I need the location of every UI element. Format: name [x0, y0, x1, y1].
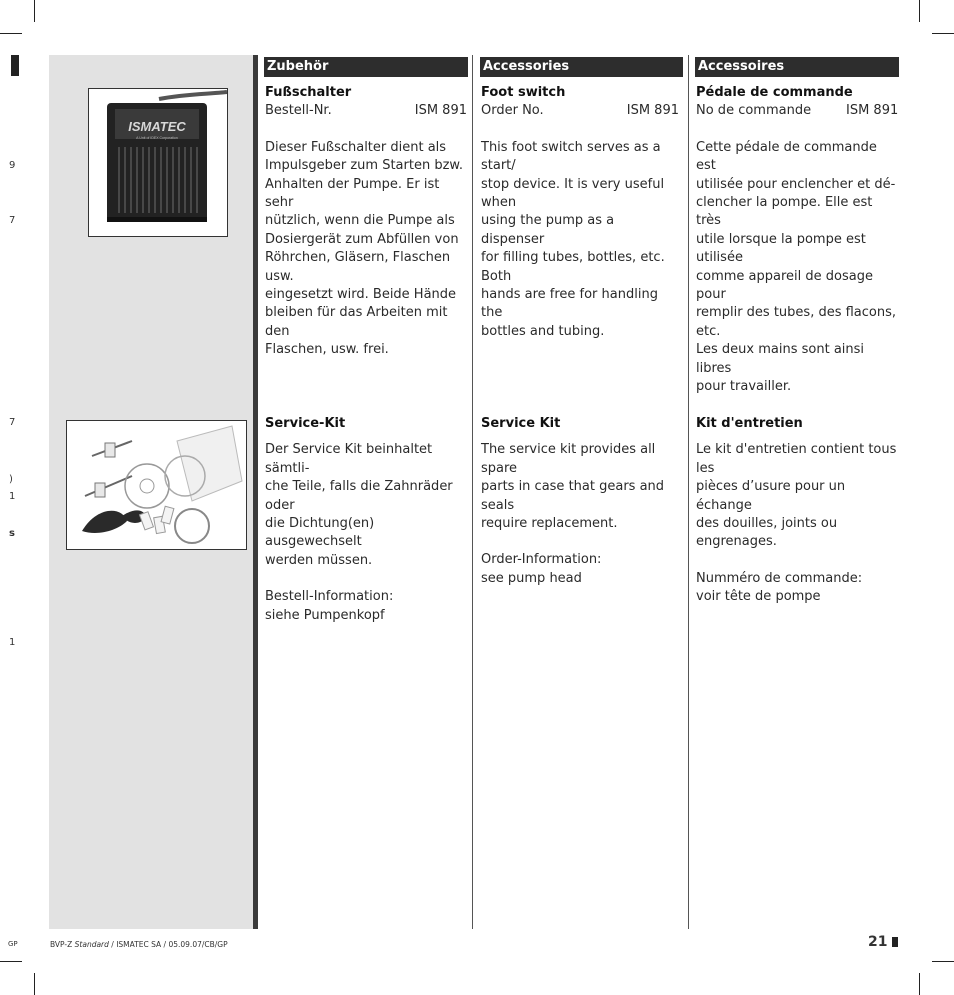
body-line: remplir des tubes, des flacons, etc.: [696, 305, 897, 339]
body-line: Flaschen, usw. frei.: [265, 342, 389, 358]
order-info-label: Numméro de commande:: [696, 570, 863, 586]
order-value: ISM 891: [414, 103, 467, 119]
body-line: che Teile, falls die Zahnräder oder: [265, 479, 453, 513]
body-line: Röhrchen, Gläsern, Flaschen usw.: [265, 250, 451, 284]
margin-char: ): [9, 474, 13, 485]
foot-switch-photo: [88, 88, 228, 237]
header-english: Accessories: [480, 57, 683, 77]
foot-switch-section-de: [265, 84, 467, 360]
footer-doc-suffix: / ISMATEC SA / 05.09.07/CB/GP: [111, 940, 228, 949]
header-french: Accessoires: [695, 57, 899, 77]
crop-mark: [919, 973, 920, 995]
footer-document-info: [50, 940, 228, 949]
body-line: This foot switch serves as a start/: [481, 139, 661, 174]
service-kit-photo: [66, 420, 247, 550]
order-info-value: siehe Pumpenkopf: [265, 607, 385, 623]
body-line: parts in case that gears and seals: [481, 479, 665, 513]
foot-switch-section-fr: [696, 84, 900, 397]
body-line: bottles and tubing.: [481, 323, 605, 339]
margin-char: s: [9, 528, 15, 539]
crop-mark: [932, 961, 954, 962]
body-line: The service kit provides all spare: [481, 442, 656, 476]
crop-mark: [0, 961, 22, 962]
section-title: Foot switch: [481, 85, 566, 100]
column-rule: [472, 55, 473, 929]
body-line: for filling tubes, bottles, etc. Both: [481, 250, 665, 284]
order-value: ISM 891: [626, 103, 679, 119]
body-line: pour travailler.: [696, 379, 792, 395]
panel-divider-bar: [253, 55, 258, 929]
section-title: Kit d'entretien: [696, 416, 803, 431]
margin-char: 1: [9, 637, 16, 648]
body-line: eingesetzt wird. Beide Hände: [265, 287, 457, 303]
body-line: utile lorsque la pompe est utilisée: [696, 231, 866, 266]
footer-left-mark: GP: [8, 940, 18, 948]
order-info-value: see pump head: [481, 570, 582, 586]
body-line: des douilles, joints ou engrenages.: [696, 516, 838, 550]
margin-char: 7: [9, 417, 16, 428]
crop-mark: [34, 0, 35, 22]
order-label: No de commande: [696, 103, 812, 119]
page-number: 21: [868, 934, 888, 950]
order-value: ISM 891: [846, 103, 899, 119]
body-line: using the pump as a dispenser: [481, 213, 615, 247]
body-line: clencher la pompe. Elle est très: [696, 195, 873, 229]
body-line: werden müssen.: [265, 552, 373, 568]
section-title: Service-Kit: [265, 416, 346, 431]
crop-mark: [0, 33, 22, 34]
foot-switch-section-en: [481, 84, 679, 341]
body-line: utilisée pour enclencher et dé-: [696, 176, 896, 192]
foot-switch-brand-text: ISMATEC: [128, 119, 186, 134]
body-line: comme appareil de dosage pour: [696, 268, 873, 303]
service-kit-section-fr: [696, 415, 900, 607]
body-line: nützlich, wenn die Pumpe als: [265, 213, 455, 229]
footer-doc-prefix: BVP-Z: [50, 940, 73, 949]
foot-switch-sub-text: A Unit of IDEX Corporation: [136, 136, 178, 140]
margin-char: 1: [9, 491, 16, 502]
body-line: Der Service Kit beinhaltet sämtli-: [265, 442, 433, 476]
body-line: Le kit d'entretien contient tous les: [696, 442, 897, 476]
crop-mark: [919, 0, 920, 22]
body-line: Dieser Fußschalter dient als: [265, 139, 447, 155]
service-kit-illustration: [67, 421, 246, 549]
order-number-row: [481, 102, 679, 120]
body-line: stop device. It is very useful when: [481, 176, 665, 211]
body-line: die Dichtung(en) ausgewechselt: [265, 516, 375, 550]
crop-mark: [34, 973, 35, 995]
body-line: bleiben für das Arbeiten mit den: [265, 305, 448, 339]
order-info-label: Bestell-Information:: [265, 589, 394, 605]
footer-doc-italic: Standard: [74, 940, 109, 949]
page-number-mark: [892, 937, 898, 947]
body-line: pièces d’usure pour un échange: [696, 479, 846, 513]
order-info-label: Order-Information:: [481, 552, 602, 568]
margin-char: 7: [9, 215, 16, 226]
order-label: Order No.: [481, 103, 544, 119]
body-line: Les deux mains sont ainsi libres: [696, 342, 865, 376]
section-title: Pédale de commande: [696, 85, 853, 100]
body-line: Anhalten der Pumpe. Er ist sehr: [265, 176, 440, 211]
body-line: hands are free for handling the: [481, 287, 658, 321]
section-title: Service Kit: [481, 416, 561, 431]
service-kit-section-en: [481, 415, 679, 588]
order-info-value: voir tête de pompe: [696, 589, 821, 605]
column-rule: [688, 55, 689, 929]
body-line: require replacement.: [481, 516, 618, 532]
body-line: Dosiergerät zum Abfüllen von: [265, 231, 459, 247]
section-title: Fußschalter: [265, 85, 352, 100]
service-kit-section-de: [265, 415, 467, 625]
order-number-row: [265, 102, 467, 120]
margin-char: 9: [9, 160, 16, 171]
foot-switch-illustration: [89, 89, 227, 236]
body-line: Cette pédale de commande est: [696, 139, 877, 174]
order-number-row: [696, 102, 900, 120]
body-line: Impulsgeber zum Starten bzw.: [265, 158, 463, 174]
order-label: Bestell-Nr.: [265, 103, 332, 119]
header-german: Zubehör: [264, 57, 468, 77]
section-tab-mark: [11, 55, 19, 76]
crop-mark: [932, 33, 954, 34]
